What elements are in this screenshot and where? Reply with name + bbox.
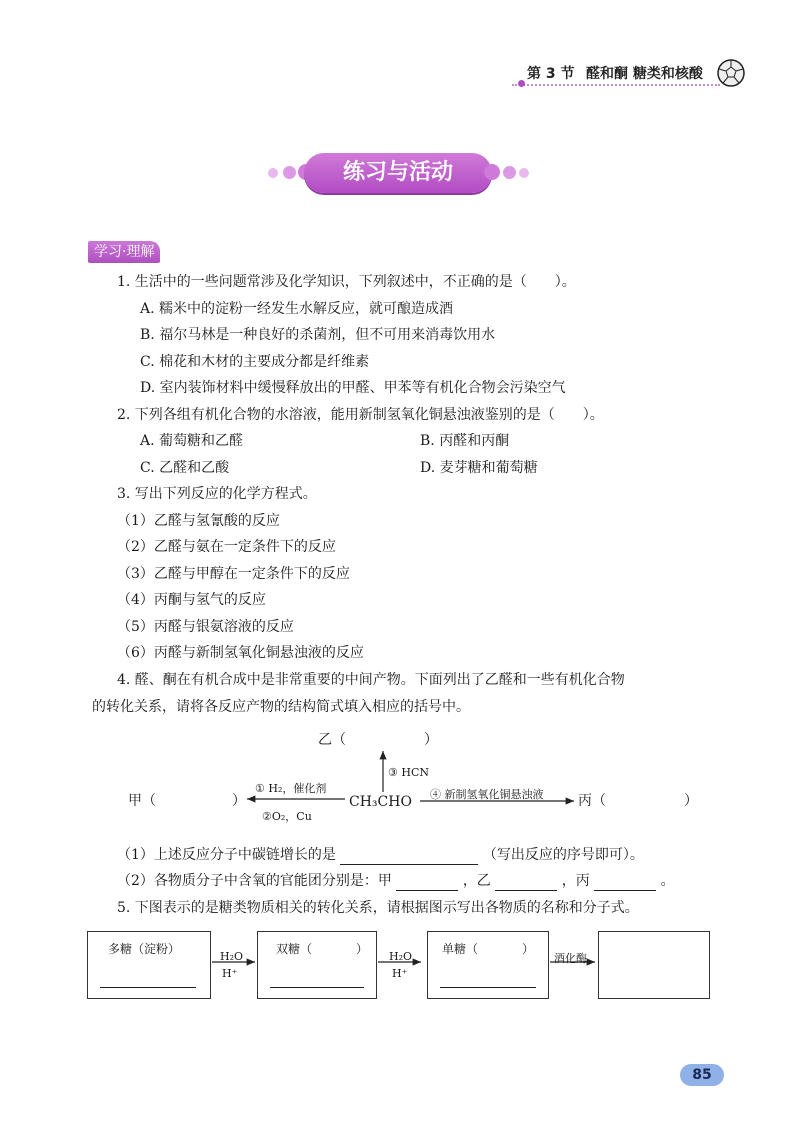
q5-box-disaccharide — [257, 931, 377, 999]
diagram-reaction-4: ④ 新制氢氧化铜悬浊液 — [430, 788, 544, 801]
q4-sub2-blank-jia[interactable] — [396, 874, 458, 891]
q3-item-3: （3）乙醛与甲醇在一定条件下的反应 — [117, 566, 350, 582]
q4-sub1-blank[interactable] — [340, 848, 478, 865]
q5-arrow1-top: H₂O — [220, 950, 244, 963]
header-title: 醛和酮 糖类和核酸 — [586, 66, 703, 82]
q4-sub2-blank-yi[interactable] — [495, 874, 557, 891]
diagram-reaction-3: ③ HCN — [388, 766, 429, 779]
q4-stem-line1: 4. 醛、酮在有机合成中是非常重要的中间产物。下面列出了乙醛和一些有机化合物 — [117, 672, 625, 688]
q4-sub2-blank-bing[interactable] — [594, 874, 656, 891]
q5-box3-close: ） — [522, 942, 535, 956]
q4-sub2-pre: （2）各物质分子中含氧的官能团分别是：甲 — [117, 873, 392, 889]
q5-stem: 5. 下图表示的是糖类物质相关的转化关系，请根据图示写出各物质的名称和分子式。 — [117, 900, 639, 916]
q4-sub2-end: 。 — [660, 873, 675, 889]
q4-sub1-post: （写出反应的序号即可）。 — [482, 847, 644, 863]
q1-option-c: C. 棉花和木材的主要成分都是纤维素 — [140, 354, 370, 370]
diagram-bing-close: ） — [684, 793, 698, 809]
diagram-jia-close: ） — [232, 793, 246, 809]
q2-option-c: C. 乙醛和乙酸 — [140, 460, 230, 476]
q5-arrow2-bottom: H⁺ — [392, 967, 408, 980]
q5-box1-blank[interactable] — [100, 987, 196, 988]
q1-option-a: A. 糯米中的淀粉一经发生水解反应，就可酿造成酒 — [140, 301, 454, 317]
diagram-reaction-1: ① H₂，催化剂 — [255, 782, 327, 795]
q5-box3-label: 单糖（ — [442, 942, 479, 956]
banner-title: 练习与活动 — [304, 153, 492, 193]
q2-option-b: B. 丙醛和丙酮 — [420, 433, 510, 449]
q5-box-polysaccharide — [87, 931, 211, 999]
q2-stem: 2. 下列各组有机化合物的水溶液，能用新制氢氧化铜悬浊液鉴别的是（ ）。 — [117, 407, 604, 423]
q5-box2-blank[interactable] — [270, 987, 364, 988]
q5-box2-close: ） — [356, 942, 369, 956]
diagram-yi-close: ） — [424, 732, 438, 748]
q1-option-d: D. 室内装饰材料中缓慢释放出的甲醛、甲苯等有机化合物会污染空气 — [140, 380, 566, 396]
q4-sub1 — [117, 845, 644, 865]
q2-option-d: D. 麦芽糖和葡萄糖 — [420, 460, 538, 476]
q5-box-product[interactable] — [598, 931, 710, 999]
page-number: 85 — [680, 1064, 724, 1086]
q5-arrow1-bottom: H⁺ — [222, 967, 238, 980]
diagram-center-compound: CH₃CHO — [349, 794, 412, 810]
q3-item-6: （6）丙醛与新制氢氧化铜悬浊液的反应 — [117, 645, 364, 661]
section-tag: 学习·理解 — [88, 241, 160, 263]
q3-item-2: （2）乙醛与氨在一定条件下的反应 — [117, 539, 336, 555]
q3-item-4: （4）丙酮与氢气的反应 — [117, 592, 266, 608]
q1-option-b: B. 福尔马林是一种良好的杀菌剂，但不可用来消毒饮用水 — [140, 327, 496, 343]
q4-stem-line2: 的转化关系，请将各反应产物的结构简式填入相应的括号中。 — [92, 699, 470, 715]
diagram-bing: 丙（ — [578, 793, 606, 809]
q3-item-1: （1）乙醛与氢氰酸的反应 — [117, 513, 280, 529]
q4-sub2 — [117, 871, 675, 891]
q5-box3-blank[interactable] — [440, 987, 536, 988]
diagram-yi: 乙（ — [318, 732, 346, 748]
q1-stem: 1. 生活中的一些问题常涉及化学知识，下列叙述中，不正确的是（ ）。 — [117, 274, 576, 290]
q3-stem: 3. 写出下列反应的化学方程式。 — [117, 486, 317, 502]
header-section: 第 3 节 — [527, 66, 575, 82]
q3-item-5: （5）丙醛与银氨溶液的反应 — [117, 619, 294, 635]
diagram-reaction-2: ②O₂，Cu — [262, 810, 312, 823]
diagram-jia: 甲（ — [128, 793, 156, 809]
q5-box1-label: 多糖（淀粉） — [108, 942, 181, 956]
q4-sub1-pre: （1）上述反应分子中碳链增长的是 — [117, 847, 336, 863]
q4-sub2-bing: ，丙 — [561, 873, 590, 889]
q5-arrow2-top: H₂O — [389, 950, 413, 963]
q4-sub2-yi: ，乙 — [462, 873, 491, 889]
q5-box2-label: 双糖（ — [276, 942, 313, 956]
q5-box-monosaccharide — [427, 931, 549, 999]
q5-arrow3-top: 酒化酶 — [554, 952, 587, 965]
q2-option-a: A. 葡萄糖和乙醛 — [140, 433, 244, 449]
